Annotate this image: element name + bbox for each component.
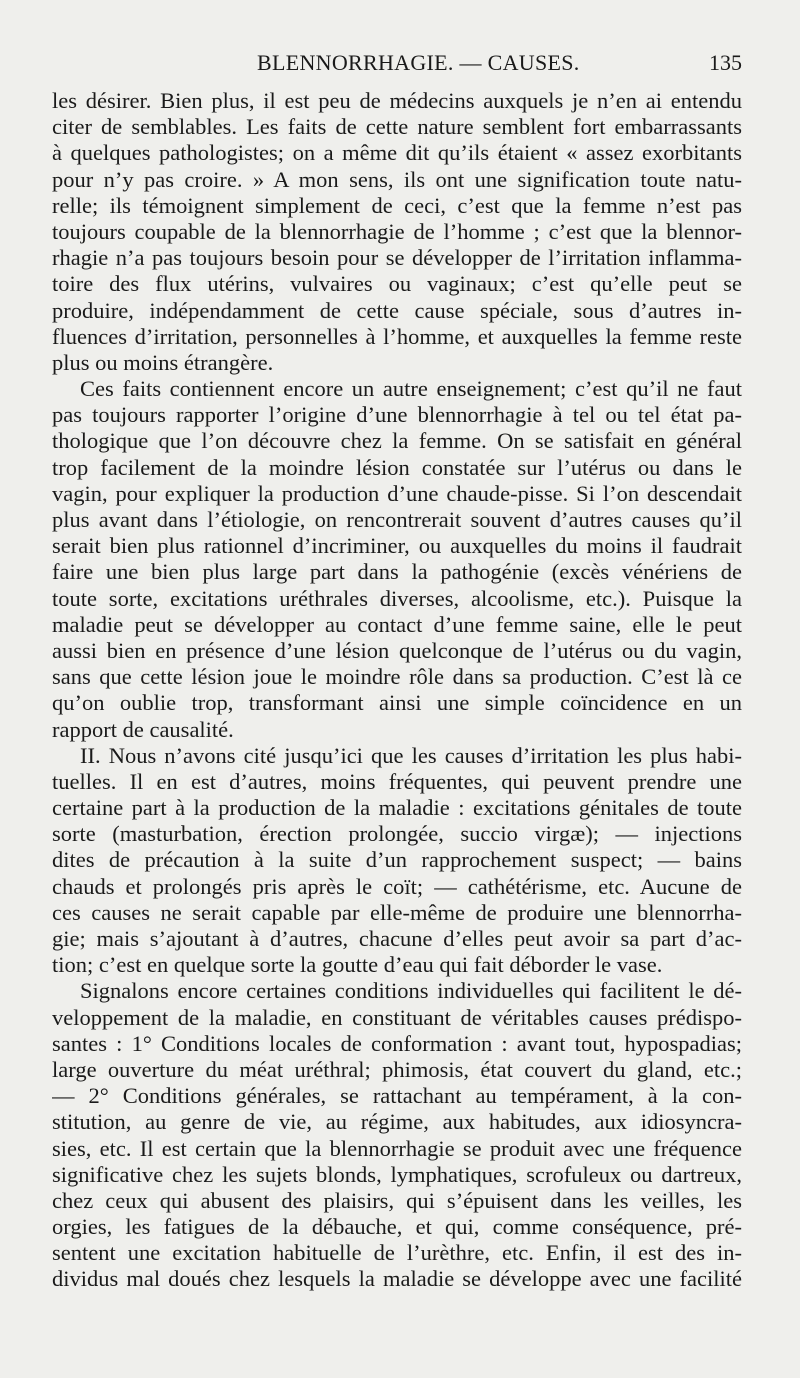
text-line: II. Nous n’avons cité jusqu’ici que les causes d’irritation les plus habi- bbox=[80, 742, 742, 768]
text-line: toute sorte, excitations uréthrales diverses, alcoolisme, etc.). Puisque la bbox=[52, 585, 742, 611]
text-line: sans que cette lésion joue le moindre rôle dans sa production. C’est là ce bbox=[52, 664, 742, 690]
text-line: ces causes ne serait capable par elle-même de produire une blennorrha- bbox=[52, 899, 742, 925]
text-line: santes : 1° Conditions locales de conformation : avant tout, hypospadias; bbox=[52, 1030, 742, 1056]
text-line: sentent une excitation habituelle de l’urèthre, etc. Enfin, il est des in- bbox=[52, 1240, 742, 1266]
text-line: relle; ils témoignent simplement de ceci, c’est que la femme n’est pas bbox=[52, 192, 742, 218]
text-line: tion; c’est en quelque sorte la goutte d’eau qui fait déborder le vase. bbox=[52, 952, 663, 978]
text-line: plus avant dans l’étiologie, on rencontrerait souvent d’autres causes qu’il bbox=[52, 507, 742, 532]
text-line: large ouverture du méat uréthral; phimosis, état couvert du gland, etc.; bbox=[52, 1056, 742, 1082]
text-line: toujours coupable de la blennorrhagie de l’homme ; c’est que la blennor- bbox=[52, 218, 742, 244]
text-line: les désirer. Bien plus, il est peu de médecins auxquels je n’en ai entendu bbox=[52, 88, 742, 113]
text-line: Signalons encore certaines conditions individuelles qui facilitent le dé- bbox=[80, 978, 742, 1004]
text-line: qu’on oublie trop, transformant ainsi une simple coïncidence en un bbox=[52, 690, 742, 716]
text-line: veloppement de la maladie, en constituant de véritables causes prédispo- bbox=[52, 1004, 742, 1030]
text-line: tuelles. Il en est d’autres, moins fréquentes, qui peuvent prendre une bbox=[52, 768, 742, 794]
text-line: dites de précaution à la suite d’un rapprochement suspect; — bains bbox=[52, 847, 742, 873]
text-line: faire une bien plus large part dans la pathogénie (excès vénériens de bbox=[52, 559, 742, 585]
text-line: citer de semblables. Les faits de cette nature semblent fort embarrassants bbox=[52, 114, 742, 140]
text-line: sies, etc. Il est certain que la blennorrhagie se produit avec une fréquence bbox=[52, 1135, 742, 1161]
body-text bbox=[52, 88, 742, 1293]
text-line: pour n’y pas croire. » A mon sens, ils ont une signification toute natu- bbox=[52, 166, 742, 192]
text-line: Ces faits contiennent encore un autre enseignement; c’est qu’il ne faut bbox=[80, 376, 742, 402]
running-title: BLENNORRHAGIE. — CAUSES. bbox=[257, 50, 580, 75]
text-line: maladie peut se développer au contact d’une femme saine, elle le peut bbox=[52, 611, 742, 637]
text-line: gie; mais s’ajoutant à d’autres, chacune d’elles peut avoir sa part d’ac- bbox=[52, 926, 742, 951]
text-line: produire, indépendamment de cette cause spéciale, sous d’autres in- bbox=[52, 297, 742, 323]
running-header bbox=[52, 50, 742, 80]
text-line: fluences d’irritation, personnelles à l’homme, et auxquelles la femme reste bbox=[52, 323, 742, 349]
text-line: toire des flux utérins, vulvaires ou vaginaux; c’est qu’elle peut se bbox=[52, 271, 742, 297]
text-line: stitution, au genre de vie, au régime, aux habitudes, aux idiosyncra- bbox=[52, 1109, 742, 1135]
text-line: plus ou moins étrangère. bbox=[52, 349, 274, 375]
text-line: significative chez les sujets blonds, lymphatiques, scrofuleux ou dartreux, bbox=[52, 1161, 742, 1187]
text-line: thologique que l’on découvre chez la femme. On se satisfait en général bbox=[52, 428, 742, 454]
text-line: trop facilement de la moindre lésion constatée sur l’utérus ou dans le bbox=[52, 454, 742, 480]
text-line: certaine part à la production de la maladie : excitations génitales de toute bbox=[52, 795, 742, 821]
text-line: dividus mal doués chez lesquels la maladie se développe avec une facilité bbox=[52, 1266, 742, 1292]
text-line: aussi bien en présence d’une lésion quelconque de l’utérus ou du vagin, bbox=[52, 637, 742, 663]
page-number: 135 bbox=[709, 50, 742, 75]
text-line: rhagie n’a pas toujours besoin pour se développer de l’irritation inflamma- bbox=[52, 245, 742, 271]
text-line: chauds et prolongés pris après le coït; — cathétérisme, etc. Aucune de bbox=[52, 873, 742, 899]
text-line: — 2° Conditions générales, se rattachant au tempérament, à la con- bbox=[52, 1083, 742, 1109]
text-line: chez ceux qui abusent des plaisirs, qui s’épuisent dans les veilles, les bbox=[52, 1187, 742, 1213]
text-line: vagin, pour expliquer la production d’une chaude-pisse. Si l’on descendait bbox=[52, 480, 742, 506]
text-line: à quelques pathologistes; on a même dit qu’ils étaient « assez exorbitants bbox=[52, 140, 742, 166]
text-line: serait bien plus rationnel d’incriminer, ou auxquelles du moins il faudrait bbox=[52, 533, 742, 559]
text-line: rapport de causalité. bbox=[52, 716, 234, 742]
text-line: sorte (masturbation, érection prolongée, succio virgæ); — injections bbox=[52, 821, 742, 847]
text-line: pas toujours rapporter l’origine d’une blennorrhagie à tel ou tel état pa- bbox=[52, 402, 742, 428]
text-line: orgies, les fatigues de la débauche, et qui, comme conséquence, pré- bbox=[52, 1214, 742, 1240]
